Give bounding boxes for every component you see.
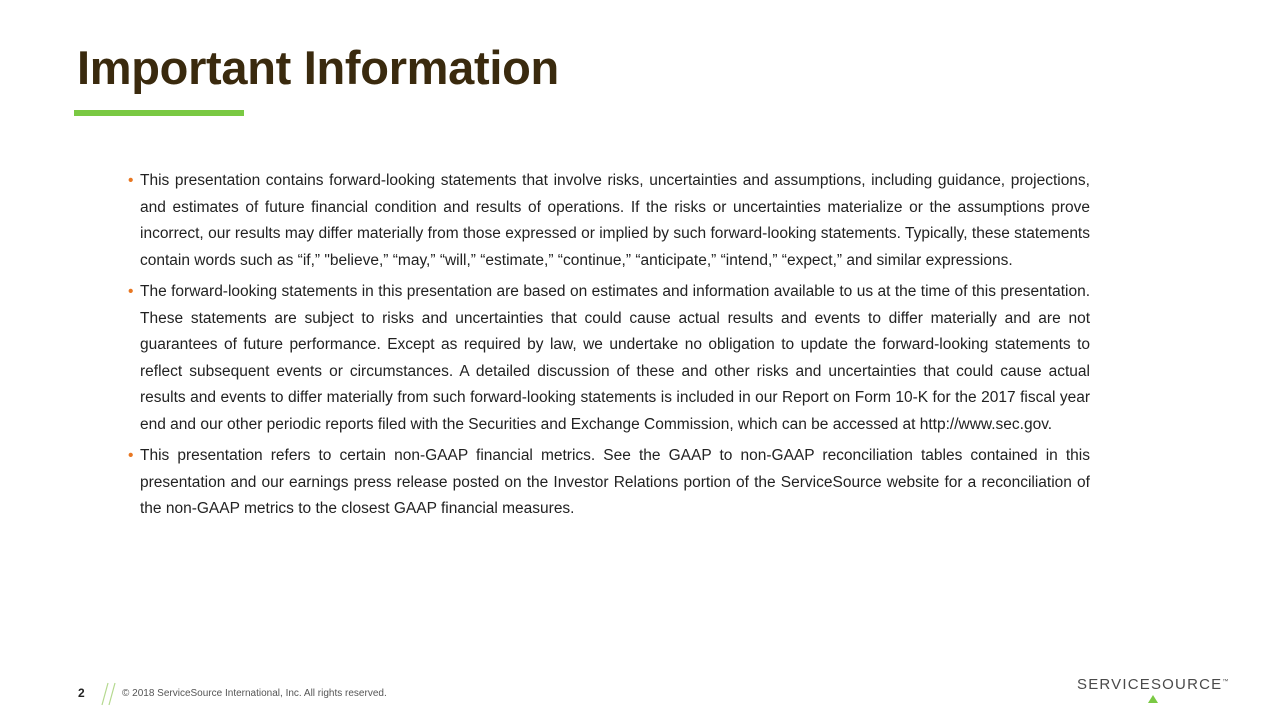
logo-trademark: ™ — [1222, 679, 1229, 685]
slide-title: Important Information — [77, 41, 559, 94]
copyright-text: © 2018 ServiceSource International, Inc. All rights reserved. — [122, 688, 387, 699]
bullet-dot-icon: • — [128, 283, 134, 300]
bullet-list — [128, 168, 1090, 528]
servicesource-logo — [1077, 676, 1237, 704]
logo-triangle-icon — [1148, 695, 1158, 703]
double-slash-icon — [100, 681, 120, 707]
bullet-text: The forward-looking statements in this presentation are based on estimates and information available to us at the time of this presentation. These statements are subject to risks and uncertainties that could cause actual results and events to differ materially and are not guarantees of future performance. Except as required by law, we undertake no obligation to update the forward-looking statements to reflect subsequent events or circumstances. A detailed discussion of these and other risks and uncertainties that could cause actual results and events to differ materially from such forward-looking statements is included in our Report on Form 10-K for the 2017 fiscal year end and our other periodic reports filed with the Securities and Exchange Commission, which can be accessed at http://www.sec.gov. — [140, 283, 1090, 433]
logo-wordmark — [1077, 676, 1228, 693]
page-number: 2 — [78, 686, 85, 700]
title-accent-bar — [74, 110, 244, 116]
logo-text: SERVICESOURCE — [1077, 676, 1223, 693]
bullet-item — [128, 443, 1090, 523]
bullet-item — [128, 279, 1090, 438]
bullet-text: This presentation contains forward-looking statements that involve risks, uncertainties and assumptions, including guidance, projections, and estimates of future financial condition and results of operations. If the risks or uncertainties materialize or the assumptions prove incorrect, our results may differ materially from those expressed or implied by such forward-looking statements. Typically, these statements contain words such as “if,” "believe,” “may,” “will,” “estimate,” “continue,” “anticipate,” “intend,” “expect,” and similar expressions. — [140, 172, 1090, 269]
bullet-dot-icon: • — [128, 172, 134, 189]
bullet-dot-icon: • — [128, 447, 134, 464]
bullet-text: This presentation refers to certain non-GAAP financial metrics. See the GAAP to non-GAAP reconciliation tables contained in this presentation and our earnings press release posted on the Investor Relations portion of the ServiceSource website for a reconciliation of the non-GAAP metrics to the closest GAAP financial measures. — [140, 447, 1090, 517]
bullet-item — [128, 168, 1090, 274]
